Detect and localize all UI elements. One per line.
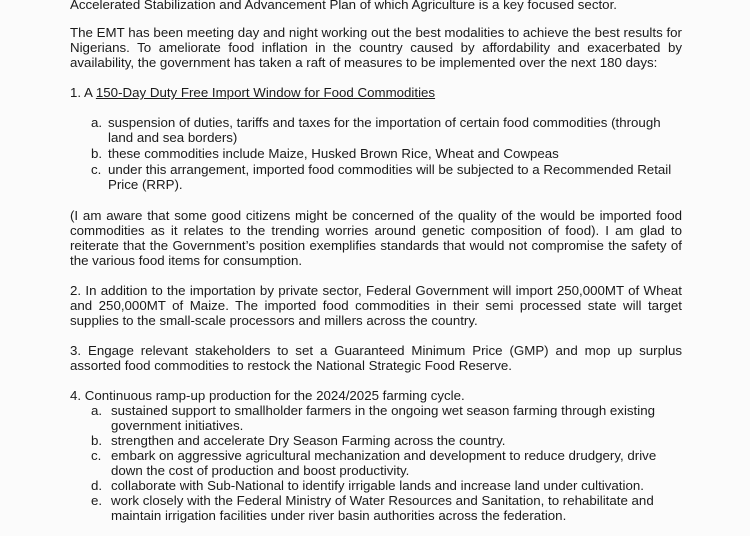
sub-text: sustained support to smallholder farmers in the ongoing wet season farming through existing government initiatives.	[111, 403, 655, 433]
item-4-sub-c	[91, 448, 682, 478]
sub-marker: b.	[91, 146, 103, 161]
sub-text: under this arrangement, imported food commodities will be subjected to a Recommended Retail Price (RRP).	[108, 162, 672, 192]
document-body	[70, 0, 682, 523]
intro-line: Accelerated Stabilization and Advancement Plan of which Agriculture is a key focused sector.	[70, 0, 617, 12]
item-1-heading	[70, 85, 682, 100]
item-4-sub-b	[91, 433, 682, 448]
item-4-sublist	[91, 403, 682, 523]
item-4-sub-d	[91, 478, 682, 493]
item-3-paragraph: 3. Engage relevant stakeholders to set a Guaranteed Minimum Price (GMP) and mop up surplus assorted food commodities to restock the National Strategic Food Reserve.	[70, 343, 682, 373]
sub-marker: e.	[91, 493, 103, 508]
item-1-sub-a	[91, 115, 682, 145]
sub-text: these commodities include Maize, Husked Brown Rice, Wheat and Cowpeas	[108, 146, 559, 161]
item-4-sub-a	[91, 403, 682, 433]
sub-marker: c.	[91, 162, 102, 177]
item-2-paragraph: 2. In addition to the importation by private sector, Federal Government will import 250,000MT of Wheat and 250,000MT of Maize. The imported food commodities in their semi processed state will target supplies to the small-scale processors and millers across the country.	[70, 283, 682, 328]
sub-marker: d.	[91, 478, 103, 493]
sub-text: suspension of duties, tariffs and taxes for the importation of certain food commodities (through land and sea borders)	[108, 115, 661, 145]
item-1-number: 1. A	[70, 85, 96, 100]
item-1-sub-c	[91, 162, 682, 192]
sub-text: embark on aggressive agricultural mechanization and development to reduce drudgery, drive down the cost of production and boost productivity.	[111, 448, 657, 478]
item-4-heading: 4. Continuous ramp-up production for the 2024/2025 farming cycle.	[70, 388, 465, 403]
sub-text: strengthen and accelerate Dry Season Farming across the country.	[111, 433, 506, 448]
sub-marker: a.	[91, 403, 103, 418]
item-1-sublist	[91, 115, 682, 192]
sub-text: collaborate with Sub-National to identify irrigable lands and increase land under cultivation.	[111, 478, 644, 493]
item-1-title: 150-Day Duty Free Import Window for Food Commodities	[95, 85, 436, 100]
emt-paragraph: The EMT has been meeting day and night working out the best modalities to achieve the best results for Nigerians. To ameliorate food inflation in the country caused by affordability and exacerbated by availability, the government has taken a raft of measures to be implemented over the next 180 days:	[70, 25, 682, 70]
sub-marker: c.	[91, 448, 102, 463]
item-1-sub-b	[91, 146, 682, 161]
aware-paragraph: (I am aware that some good citizens might be concerned of the quality of the would be imported food commodities as it relates to the trending worries around genetic composition of food). I am glad to reiterate that the Government’s position exemplifies standards that would not compromise the safety of the various food items for consumption.	[70, 208, 682, 268]
sub-marker: b.	[91, 433, 103, 448]
sub-text: work closely with the Federal Ministry of Water Resources and Sanitation, to rehabilitate and maintain irrigation facilities under river basin authorities across the federation.	[111, 493, 654, 523]
sub-marker: a.	[91, 115, 103, 130]
item-4-sub-e	[91, 493, 682, 523]
